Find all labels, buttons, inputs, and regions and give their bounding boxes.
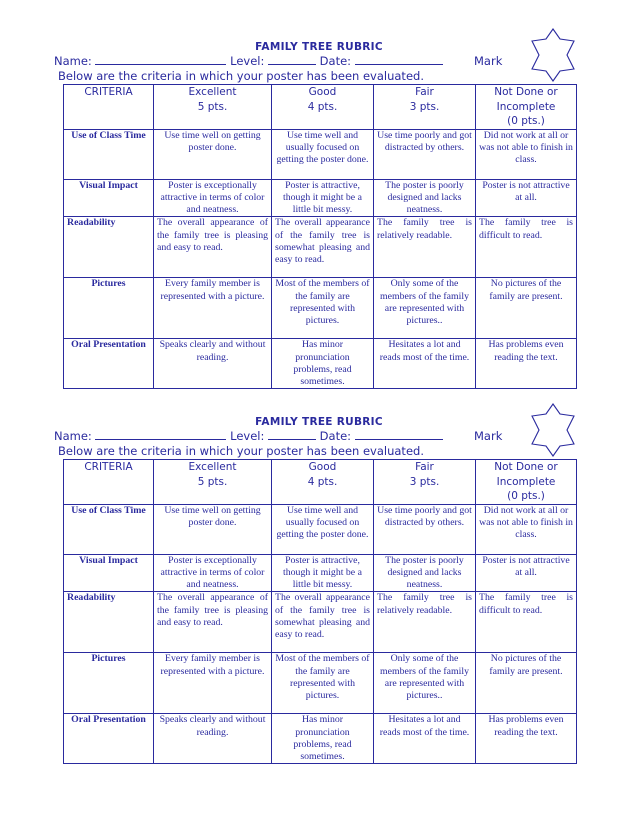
- criteria-cell: Use of Class Time: [64, 504, 154, 554]
- not-done-cell: Has problems even reading the text.: [476, 714, 577, 764]
- star-mark-box: [529, 27, 577, 83]
- level-field[interactable]: [268, 54, 316, 65]
- criteria-cell: Readability: [64, 592, 154, 653]
- subtitle: Below are the criteria in which your poster has been evaluated.: [58, 69, 424, 83]
- header-excellent: Excellent 5 pts.: [154, 460, 272, 505]
- name-line: [54, 54, 443, 68]
- header-not-done: Not Done or Incomplete (0 pts.): [476, 460, 577, 505]
- name-line: [54, 429, 443, 443]
- fair-cell: Use time poorly and got distracted by others.: [374, 504, 476, 554]
- header-fair: Fair 3 pts.: [374, 460, 476, 505]
- fair-cell: The family tree is relatively readable.: [374, 217, 476, 278]
- fair-cell: The poster is poorly designed and lacks neatness.: [374, 554, 476, 592]
- fair-cell: Only some of the members of the family are represented with pictures..: [374, 653, 476, 714]
- name-label: Name:: [54, 429, 92, 443]
- table-row: [64, 653, 577, 714]
- criteria-cell: Visual Impact: [64, 554, 154, 592]
- good-cell: Has minor pronunciation problems, read sometimes.: [272, 339, 374, 389]
- not-done-cell: The family tree is difficult to read.: [476, 592, 577, 653]
- excellent-cell: Poster is exceptionally attractive in terms of color and neatness.: [154, 179, 272, 217]
- fair-cell: Use time poorly and got distracted by others.: [374, 129, 476, 179]
- header-criteria: CRITERIA: [64, 85, 154, 130]
- level-label: Level:: [230, 429, 265, 443]
- level-field[interactable]: [268, 429, 316, 440]
- fair-cell: Hesitates a lot and reads most of the time.: [374, 714, 476, 764]
- not-done-cell: The family tree is difficult to read.: [476, 217, 577, 278]
- excellent-cell: The overall appearance of the family tree is pleasing and easy to read.: [154, 217, 272, 278]
- header-excellent: Excellent 5 pts.: [154, 85, 272, 130]
- fair-cell: The poster is poorly designed and lacks neatness.: [374, 179, 476, 217]
- not-done-cell: Poster is not attractive at all.: [476, 179, 577, 217]
- criteria-cell: Pictures: [64, 278, 154, 339]
- header-row: [64, 460, 577, 505]
- table-row: [64, 129, 577, 179]
- level-label: Level:: [230, 54, 265, 68]
- rubric-table: [63, 84, 577, 389]
- date-label: Date:: [319, 429, 352, 443]
- criteria-cell: Visual Impact: [64, 179, 154, 217]
- table-row: [64, 278, 577, 339]
- good-cell: Poster is attractive, though it might be a little bit messy.: [272, 554, 374, 592]
- subtitle: Below are the criteria in which your poster has been evaluated.: [58, 444, 424, 458]
- header-good: Good 4 pts.: [272, 460, 374, 505]
- header-row: [64, 85, 577, 130]
- not-done-cell: Has problems even reading the text.: [476, 339, 577, 389]
- not-done-cell: Did not work at all or was not able to finish in class.: [476, 129, 577, 179]
- name-label: Name:: [54, 54, 92, 68]
- fair-cell: Hesitates a lot and reads most of the time.: [374, 339, 476, 389]
- date-field[interactable]: [355, 429, 443, 440]
- header-not-done: Not Done or Incomplete (0 pts.): [476, 85, 577, 130]
- mark-label: Mark: [474, 429, 503, 443]
- good-cell: The overall appearance of the family tree is somewhat pleasing and easy to read.: [272, 217, 374, 278]
- date-label: Date:: [319, 54, 352, 68]
- not-done-cell: Did not work at all or was not able to finish in class.: [476, 504, 577, 554]
- table-row: [64, 714, 577, 764]
- excellent-cell: Poster is exceptionally attractive in terms of color and neatness.: [154, 554, 272, 592]
- table-row: [64, 592, 577, 653]
- good-cell: Most of the members of the family are represented with pictures.: [272, 653, 374, 714]
- star-mark-box: [529, 402, 577, 458]
- good-cell: Use time well and usually focused on getting the poster done.: [272, 129, 374, 179]
- not-done-cell: No pictures of the family are present.: [476, 653, 577, 714]
- fair-cell: The family tree is relatively readable.: [374, 592, 476, 653]
- good-cell: The overall appearance of the family tree is somewhat pleasing and easy to read.: [272, 592, 374, 653]
- table-row: [64, 504, 577, 554]
- mark-label: Mark: [474, 54, 503, 68]
- not-done-cell: No pictures of the family are present.: [476, 278, 577, 339]
- good-cell: Use time well and usually focused on getting the poster done.: [272, 504, 374, 554]
- table-row: [64, 554, 577, 592]
- table-row: [64, 179, 577, 217]
- header-criteria: CRITERIA: [64, 460, 154, 505]
- criteria-cell: Readability: [64, 217, 154, 278]
- criteria-cell: Oral Presentation: [64, 339, 154, 389]
- excellent-cell: Use time well on getting poster done.: [154, 129, 272, 179]
- excellent-cell: Speaks clearly and without reading.: [154, 714, 272, 764]
- criteria-cell: Oral Presentation: [64, 714, 154, 764]
- rubric-table: [63, 459, 577, 764]
- table-row: [64, 217, 577, 278]
- rubric-top: [0, 0, 638, 395]
- rubric-bottom: [0, 375, 638, 805]
- criteria-cell: Use of Class Time: [64, 129, 154, 179]
- excellent-cell: Every family member is represented with a picture.: [154, 653, 272, 714]
- good-cell: Has minor pronunciation problems, read sometimes.: [272, 714, 374, 764]
- excellent-cell: Speaks clearly and without reading.: [154, 339, 272, 389]
- excellent-cell: Use time well on getting poster done.: [154, 504, 272, 554]
- rubric-title: FAMILY TREE RUBRIC: [255, 41, 383, 53]
- good-cell: Most of the members of the family are represented with pictures.: [272, 278, 374, 339]
- header-fair: Fair 3 pts.: [374, 85, 476, 130]
- criteria-cell: Pictures: [64, 653, 154, 714]
- name-field[interactable]: [95, 54, 226, 65]
- name-field[interactable]: [95, 429, 226, 440]
- good-cell: Poster is attractive, though it might be a little bit messy.: [272, 179, 374, 217]
- rubric-title: FAMILY TREE RUBRIC: [255, 416, 383, 428]
- fair-cell: Only some of the members of the family are represented with pictures..: [374, 278, 476, 339]
- excellent-cell: The overall appearance of the family tree is pleasing and easy to read.: [154, 592, 272, 653]
- date-field[interactable]: [355, 54, 443, 65]
- not-done-cell: Poster is not attractive at all.: [476, 554, 577, 592]
- header-good: Good 4 pts.: [272, 85, 374, 130]
- excellent-cell: Every family member is represented with a picture.: [154, 278, 272, 339]
